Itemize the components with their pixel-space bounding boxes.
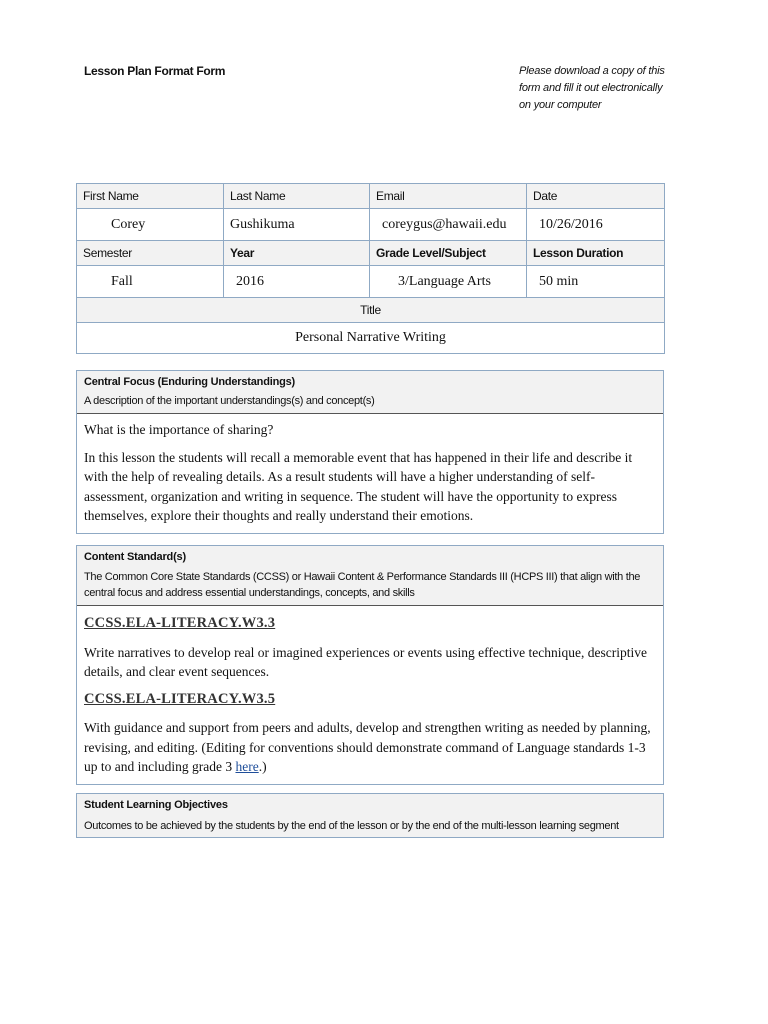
download-note: Please download a copy of this form and fill it out electronically on your computer bbox=[519, 65, 665, 111]
grade-label: Grade Level/Subject bbox=[370, 241, 527, 266]
form-title: Lesson Plan Format Form bbox=[84, 64, 226, 78]
standard-code: CCSS.ELA-LITERACY.W3.3 bbox=[84, 615, 276, 631]
lesson-title-field[interactable]: Personal Narrative Writing bbox=[77, 323, 665, 354]
last-name-field[interactable]: Gushikuma bbox=[224, 209, 370, 241]
email-label: Email bbox=[370, 184, 527, 209]
standard-code: CCSS.ELA-LITERACY.W3.5 bbox=[84, 690, 276, 707]
table-row bbox=[77, 266, 665, 298]
duration-label: Lesson Duration bbox=[527, 241, 665, 266]
date-field[interactable]: 10/26/2016 bbox=[527, 209, 665, 241]
table-row bbox=[77, 209, 665, 241]
section-header bbox=[77, 794, 663, 837]
year-label: Year bbox=[224, 241, 370, 266]
date-label: Date bbox=[527, 184, 665, 209]
section-heading: Content Standard(s) bbox=[84, 551, 186, 563]
standard-text: Write narratives to develop real or imagined experiences or events using effective technique, descriptive details, and clear event sequences. bbox=[84, 644, 647, 679]
table-row bbox=[77, 298, 665, 323]
section-header bbox=[77, 546, 663, 606]
content-standards-body[interactable] bbox=[77, 606, 663, 784]
grade-field[interactable]: 3/Language Arts bbox=[370, 266, 527, 298]
central-focus-body[interactable] bbox=[77, 414, 663, 533]
semester-label: Semester bbox=[77, 241, 224, 266]
focus-question: What is the importance of sharing? bbox=[84, 422, 274, 437]
table-row bbox=[77, 184, 665, 209]
content-standards-section bbox=[76, 545, 664, 785]
section-description: Outcomes to be achieved by the students by the end of the lesson or by the end of the multi-lesson learning segment bbox=[84, 820, 619, 832]
lesson-info-table bbox=[76, 183, 665, 354]
first-name-field[interactable]: Corey bbox=[77, 209, 224, 241]
standard-text-part: .) bbox=[258, 759, 267, 774]
table-row bbox=[77, 241, 665, 266]
here-link[interactable]: here bbox=[235, 759, 259, 774]
first-name-label: First Name bbox=[77, 184, 224, 209]
section-heading: Central Focus (Enduring Understandings) bbox=[84, 376, 295, 388]
section-description: The Common Core State Standards (CCSS) or Hawaii Content & Performance Standards III (HCPS III) that align with the central focus and address essential understandings, concepts, and skills bbox=[84, 571, 641, 599]
email-field[interactable]: coreygus@hawaii.edu bbox=[370, 209, 527, 241]
last-name-label: Last Name bbox=[224, 184, 370, 209]
year-field[interactable]: 2016 bbox=[224, 266, 370, 298]
title-label: Title bbox=[77, 298, 665, 323]
focus-text: In this lesson the students will recall a memorable event that has happened in their life and describe it with the help of revealing details. As a result students will have a higher understanding of self-assessment, organization and writing in sequence. The student will have the opportunity to express themselves, explore their thoughts and really understand their emotions. bbox=[84, 449, 633, 523]
duration-field[interactable]: 50 min bbox=[527, 266, 665, 298]
central-focus-section bbox=[76, 370, 664, 534]
standard-text bbox=[84, 718, 656, 777]
semester-field[interactable]: Fall bbox=[77, 266, 224, 298]
table-row bbox=[77, 323, 665, 354]
standard-text-part: With guidance and support from peers and adults, develop and strengthen writing as needed by planning, revising, and editing. (Editing for conventions should demonstrate command of Language standards 1-3 up to and including grade 3 bbox=[84, 720, 651, 774]
learning-objectives-section bbox=[76, 793, 664, 838]
section-header bbox=[77, 371, 663, 414]
section-description: A description of the important understandings(s) and concept(s) bbox=[84, 395, 375, 407]
section-heading: Student Learning Objectives bbox=[84, 799, 228, 811]
